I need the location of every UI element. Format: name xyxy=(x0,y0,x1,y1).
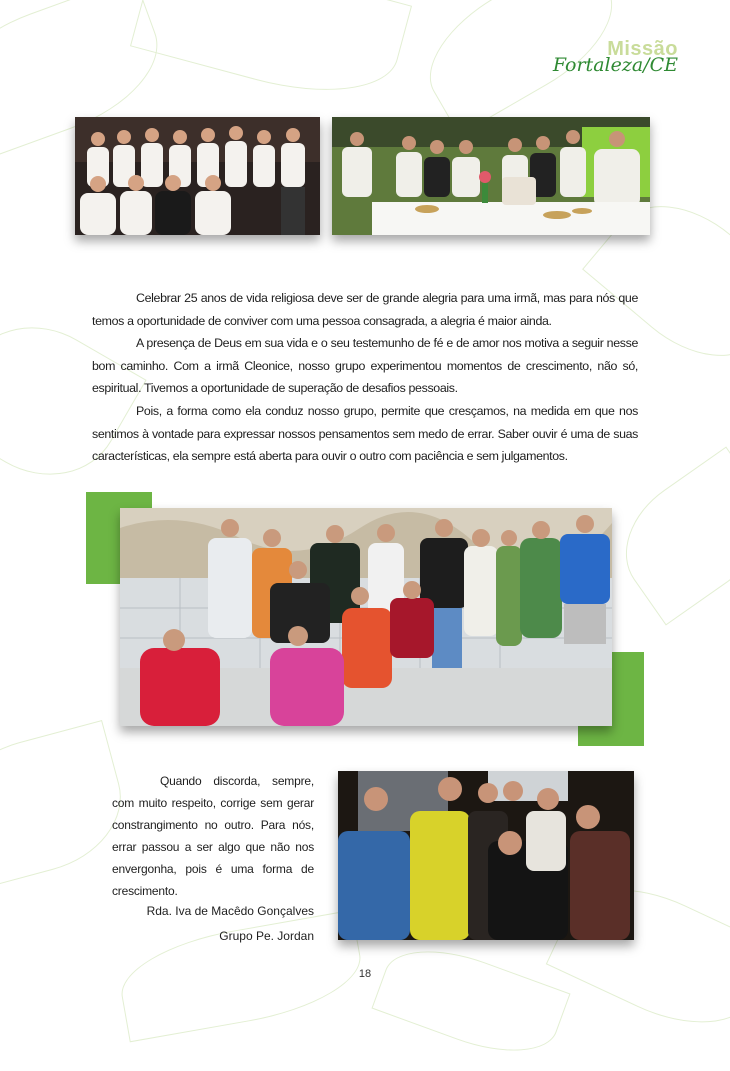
photo-middle xyxy=(120,508,612,726)
background-leaf xyxy=(371,931,570,1070)
mission-logo xyxy=(552,38,688,84)
photo-group-sisters xyxy=(75,117,320,235)
background-leaf xyxy=(602,447,730,626)
photo-group-masked xyxy=(120,508,612,726)
quote-block xyxy=(112,770,314,902)
quote-group: Grupo Pe. Jordan xyxy=(219,929,314,943)
page-number: 18 xyxy=(358,968,372,980)
photo-top-right xyxy=(332,117,650,235)
article-body xyxy=(92,287,638,468)
background-leaf xyxy=(130,0,412,114)
paragraph-2: A presença de Deus em sua vida e o seu testemunho de fé e de amor nos motiva a seguir nesse bom caminho. Com a irmã Cleonice, nosso grupo experimentou momentos de crescimento, não só, espiritual. Tivemos a oportunidade de superação de desafios pessoais. xyxy=(92,336,638,396)
paragraph-1: Celebrar 25 anos de vida religiosa deve ser de grande alegria para uma irmã, mas para nós que temos a oportunidade de conviver com uma pessoa consagrada, a alegria é maior ainda. xyxy=(92,291,638,328)
paragraph-3: Pois, a forma como ela conduz nosso grupo, permite que cresçamos, na medida em que nos sentimos à vontade para expressar nossos pensamentos sem medo de errar. Saber ouvir é uma de suas características, ela sempre está aberta para ouvir o outro com paciência e sem julgamentos. xyxy=(92,403,638,464)
quote-text: Quando discorda, sempre, com muito respeito, corrige sem gerar constrangimento no outro. Para nós, errar passou a ser algo que não nos envergonha, pois é uma forma de crescimento. xyxy=(112,774,314,898)
logo-title: Missão xyxy=(607,38,678,60)
photo-bottom-right xyxy=(338,771,634,940)
photo-group-night xyxy=(338,771,634,940)
logo-subtitle: Fortaleza/CE xyxy=(552,54,678,76)
photo-top-left xyxy=(75,117,320,235)
quote-author: Rda. Iva de Macêdo Gonçalves xyxy=(146,904,314,918)
photo-celebration-table xyxy=(332,117,650,235)
